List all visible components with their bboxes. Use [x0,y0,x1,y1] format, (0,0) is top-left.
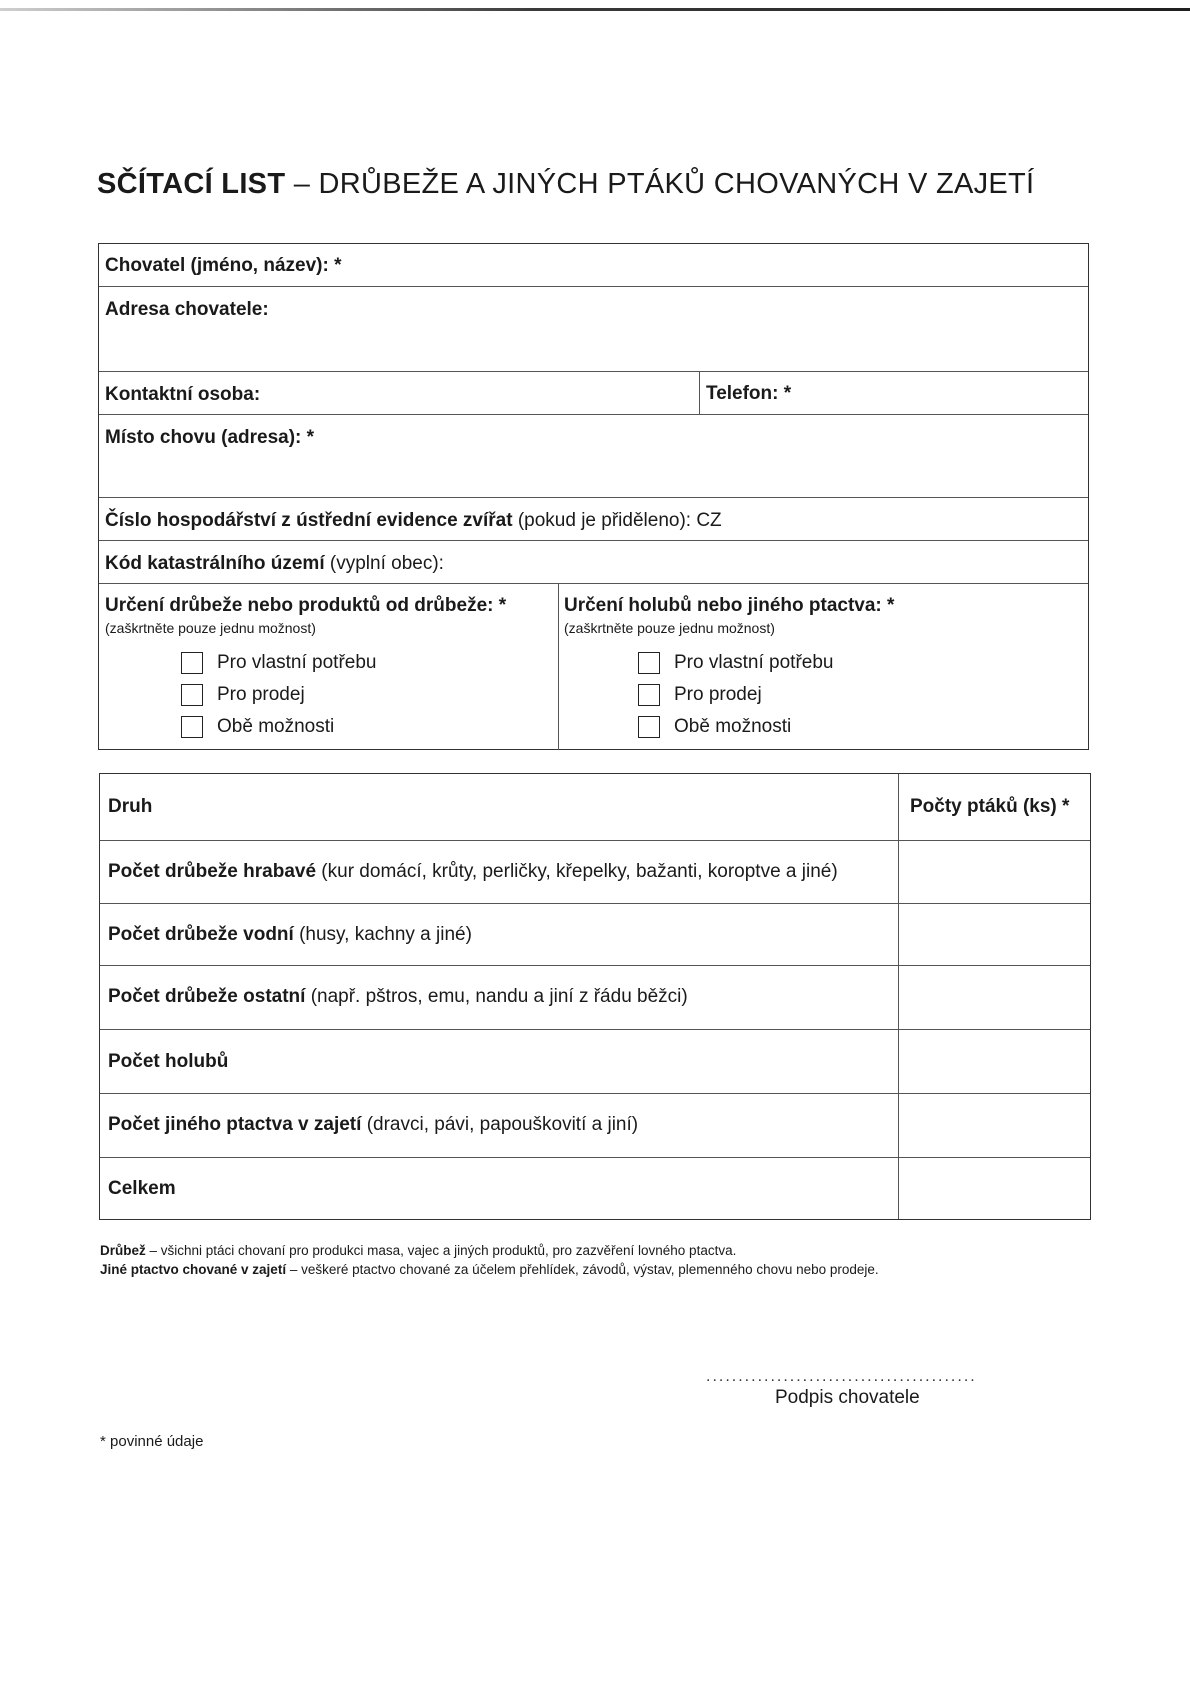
pigeon-purpose-subtitle: (zaškrtněte pouze jednu možnost) [564,620,775,636]
poultry-option-own-use[interactable]: Pro vlastní potřebu [181,650,376,676]
cadastral-code-label: Kód katastrálního území (vyplní obec): [105,553,444,574]
row-label: Počet holubů [108,1051,229,1072]
checkbox-icon[interactable] [181,684,203,706]
note-captive-birds-definition: Jiné ptactvo chované v zajetí – veškeré ptactvo chované za účelem přehlídek, závodů, výstav, plemenného chovu nebo prodeje. [100,1262,879,1277]
note-poultry-definition: Drůbež – všichni ptáci chovaní pro produkci masa, vajec a jiných produktů, pro zazvěření lovného ptactva. [100,1243,737,1258]
count-input-other-birds[interactable] [900,1094,1090,1157]
count-input-other-poultry[interactable] [900,966,1090,1029]
cadastral-code-field[interactable] [99,541,1088,584]
species-count-table [99,773,1091,1220]
row-label: Počet drůbeže ostatní (např. pštros, emu, nandu a jiní z řádu běžci) [108,986,688,1007]
pigeon-option-both[interactable]: Obě možnosti [638,714,791,740]
breeder-address-label: Adresa chovatele: [105,299,269,320]
breeder-name-field[interactable] [99,244,1088,287]
row-label: Počet drůbeže hrabavé (kur domácí, krůty, perličky, křepelky, bažanti, koroptve a jiné) [108,861,838,882]
row-label: Celkem [108,1178,176,1199]
pigeon-purpose-group [558,584,1088,750]
count-input-total[interactable] [900,1158,1090,1219]
count-input-pigeons[interactable] [900,1030,1090,1093]
poultry-purpose-subtitle: (zaškrtněte pouze jednu možnost) [105,620,316,636]
signature-line[interactable]: .......................................... [706,1368,977,1385]
breeder-name-label: Chovatel (jméno, název): * [105,255,342,276]
phone-label: Telefon: * [706,383,792,404]
header-bird-counts: Počty ptáků (ks) * [910,796,1070,817]
table-row [100,1030,1090,1094]
poultry-option-sale[interactable]: Pro prodej [181,682,305,708]
checkbox-icon[interactable] [638,716,660,738]
table-row [100,1158,1090,1219]
table-row [100,841,1090,904]
breeding-place-label: Místo chovu (adresa): * [105,427,315,448]
breeder-info-box [98,243,1089,750]
count-input-waterfowl[interactable] [900,904,1090,965]
pigeon-option-sale[interactable]: Pro prodej [638,682,762,708]
holding-number-label: Číslo hospodářství z ústřední evidence zvířat (pokud je přiděleno): CZ [105,510,722,531]
table-row [100,966,1090,1030]
breeding-place-field[interactable] [99,415,1088,498]
poultry-purpose-title: Určení drůbeže nebo produktů od drůbeže: * [105,595,507,616]
contact-divider [699,372,700,415]
top-border-line [0,8,1190,11]
checkbox-icon[interactable] [638,652,660,674]
row-label: Počet jiného ptactva v zajetí (dravci, pávi, papouškovití a jiní) [108,1114,639,1135]
checkbox-icon[interactable] [181,716,203,738]
signature-label: Podpis chovatele [775,1387,920,1408]
checkbox-icon[interactable] [181,652,203,674]
poultry-purpose-group [99,584,558,750]
count-input-gallinaceous[interactable] [900,841,1090,903]
contact-row [99,372,1088,415]
header-species: Druh [108,796,153,817]
contact-person-label: Kontaktní osoba: [105,384,261,405]
page-title: SČÍTACÍ LIST – DRŮBEŽE A JINÝCH PTÁKŮ CHOVANÝCH V ZAJETÍ [97,168,1035,200]
breeder-address-field[interactable] [99,287,1088,372]
checkbox-icon[interactable] [638,684,660,706]
row-label: Počet drůbeže vodní (husy, kachny a jiné) [108,924,472,945]
table-header-row [100,774,1090,841]
table-row [100,904,1090,966]
pigeon-purpose-title: Určení holubů nebo jiného ptactva: * [564,595,895,616]
required-fields-note: * povinné údaje [100,1433,204,1450]
table-row [100,1094,1090,1158]
holding-number-field[interactable] [99,498,1088,541]
poultry-option-both[interactable]: Obě možnosti [181,714,334,740]
pigeon-option-own-use[interactable]: Pro vlastní potřebu [638,650,833,676]
